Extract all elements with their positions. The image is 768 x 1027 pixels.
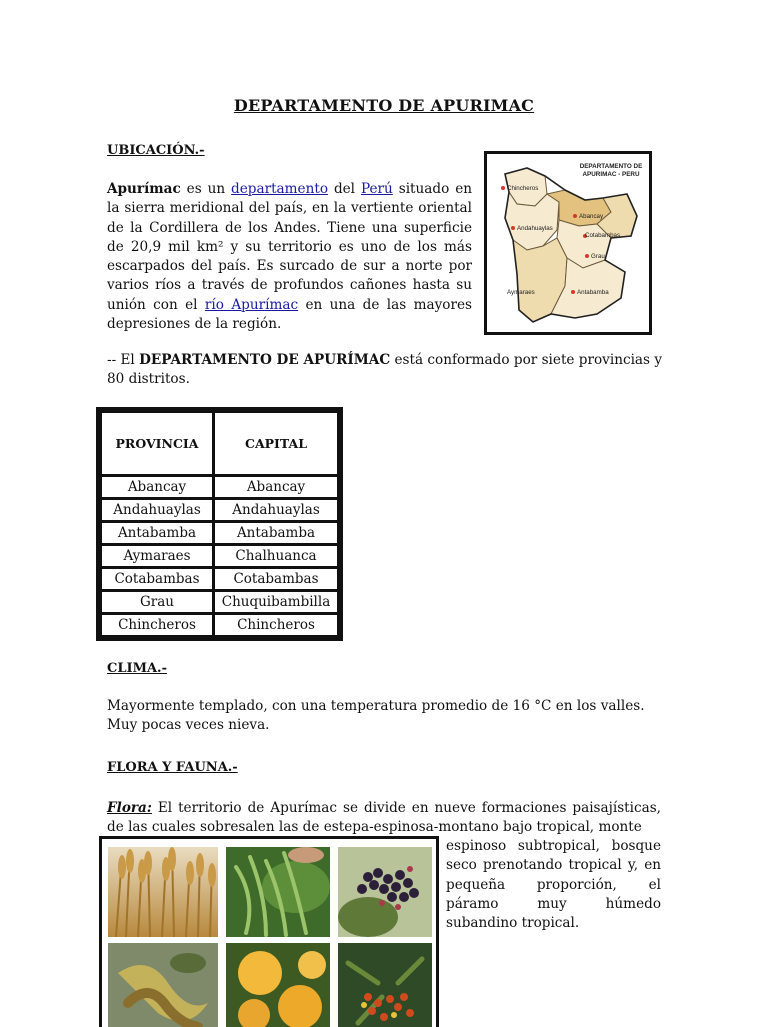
- table-row: [102, 546, 337, 566]
- ubicacion-paragraph: [107, 180, 472, 334]
- link-peru[interactable]: Perú: [360, 181, 393, 197]
- map-label-grau: Grau: [591, 253, 605, 260]
- flora-label: Flora:: [107, 800, 152, 816]
- map-dot: [573, 214, 577, 218]
- map-label-chincheros: Chincheros: [507, 185, 539, 192]
- map-label-andahuaylas: Andahuaylas: [517, 225, 553, 232]
- map-graphic: [487, 154, 649, 332]
- text-span: El territorio de Apurímac se divide en nueve formaciones paisajísticas, de las cuales sobresalen las de estepa-espinosa-montano bajo tropical, monte: [107, 800, 661, 836]
- map-label-antabamba: Antabamba: [577, 289, 609, 296]
- link-departamento[interactable]: departamento: [231, 181, 329, 197]
- map-title-1: DEPARTAMENTO DE: [579, 163, 643, 170]
- map-dot: [511, 226, 515, 230]
- photo-berries: [338, 847, 432, 937]
- photo-beans: [226, 847, 330, 937]
- provinces-paragraph: [107, 351, 662, 390]
- table-cell: Abancay: [215, 477, 337, 497]
- table-header-provincia: PROVINCIA: [102, 413, 212, 474]
- table-cell: Aymaraes: [102, 546, 212, 566]
- table-cell: Cotabambas: [215, 569, 337, 589]
- map-dot: [501, 186, 505, 190]
- table-row: [102, 592, 337, 612]
- apurimac-bold: Apurímac: [107, 181, 181, 197]
- provinces-table: [96, 407, 343, 641]
- department-bold: DEPARTAMENTO DE APURÍMAC: [139, 352, 391, 368]
- table-row: [102, 569, 337, 589]
- page-title: DEPARTAMENTO DE APURIMAC: [233, 96, 535, 115]
- map-label-cotabambas: Cotabambas: [585, 232, 621, 239]
- flora-paragraph-side: espinoso subtropical, bosque seco prenotando tropical y, en pequeña proporción, el páramo muy húmedo subandino tropical.: [446, 838, 661, 932]
- table-cell: Andahuaylas: [215, 500, 337, 520]
- text-span: -- El: [107, 352, 140, 368]
- table-header-capital: CAPITAL: [215, 413, 337, 474]
- table-cell: Grau: [102, 592, 212, 612]
- text-span: situado en la sierra meridional del país, en la vertiente oriental de la Cordillera de los Andes. Tiene una superficie de 20,9 mil km² y su territorio es uno de los más escarpados del país. Es surcado de sur a norte por varios ríos a través de profundos cañones hasta su unión con el: [107, 181, 472, 313]
- table-cell: Antabamba: [102, 523, 212, 543]
- text-span: en una de las mayores depresiones de la región.: [107, 296, 472, 333]
- table-cell: Chincheros: [215, 615, 337, 635]
- table-cell: Chincheros: [102, 615, 212, 635]
- photo-pods: [108, 943, 218, 1027]
- ubicacion-heading: UBICACIÓN.-: [107, 143, 205, 158]
- table-row: [102, 477, 337, 497]
- photo-wheat: [108, 847, 218, 937]
- clima-heading: CLIMA.-: [107, 661, 167, 676]
- flora-photo-grid: [99, 836, 439, 1027]
- text-span: está conformado por siete provincias y 80 distritos.: [107, 352, 663, 388]
- flora-paragraph-top: [107, 799, 661, 838]
- table-cell: Andahuaylas: [102, 500, 212, 520]
- table-cell: Abancay: [102, 477, 212, 497]
- clima-line-1: Mayormente templado, con una temperatura promedio de 16 °C en los valles.: [107, 698, 645, 714]
- map-title-2: APURIMAC - PERU: [582, 171, 640, 178]
- photo-red-berries: [338, 943, 432, 1027]
- table-cell: Cotabambas: [102, 569, 212, 589]
- table-row: [102, 500, 337, 520]
- text-span: del: [328, 181, 361, 197]
- table-cell: Chuquibambilla: [215, 592, 337, 612]
- table-row: [102, 523, 337, 543]
- map-label-abancay: Abancay: [579, 213, 604, 220]
- apurimac-map: [484, 151, 652, 335]
- table-cell: Antabamba: [215, 523, 337, 543]
- text-span: es un: [180, 181, 232, 197]
- table-row: [102, 615, 337, 635]
- map-dot: [585, 254, 589, 258]
- photo-fruits: [226, 943, 330, 1027]
- flora-fauna-heading: FLORA Y FAUNA.-: [107, 760, 238, 775]
- clima-line-2: Muy pocas veces nieva.: [107, 717, 270, 733]
- map-label-aymaraes: Aymaraes: [507, 289, 535, 296]
- map-dot: [571, 290, 575, 294]
- link-rio-apurimac[interactable]: río Apurímac: [204, 296, 299, 313]
- table-cell: Chalhuanca: [215, 546, 337, 566]
